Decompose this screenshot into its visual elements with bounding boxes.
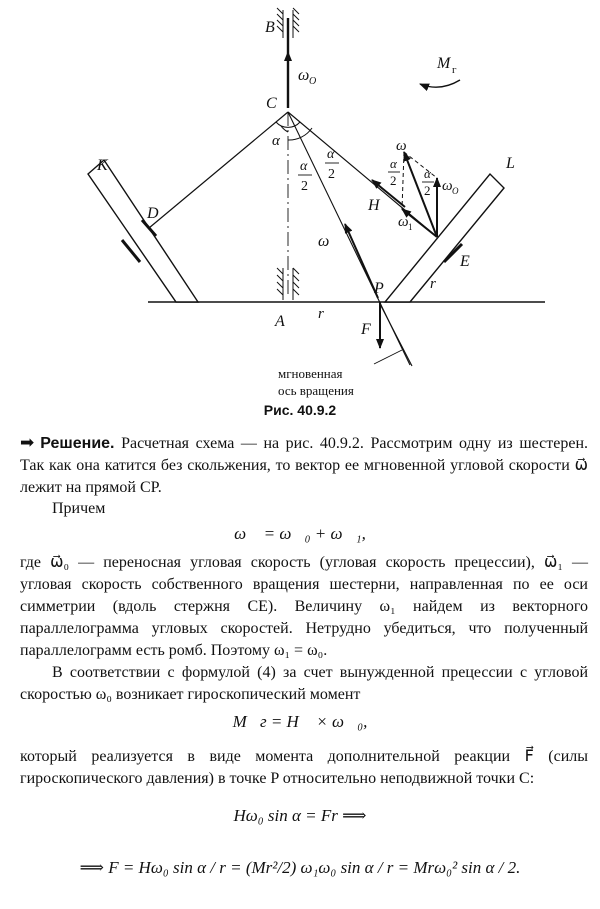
- label-omega1-para-sub: 1: [408, 222, 413, 232]
- label-two-3: 2: [390, 173, 397, 188]
- label-D: D: [147, 205, 159, 222]
- label-F: F: [361, 321, 371, 338]
- solution-paragraph-2: Причем: [52, 500, 106, 517]
- solution-paragraph-5: который реализуется в виде момента дополнительной реакции F⃗ (силы гироскопического давления) в точке P относительно неподвижной точки C:: [20, 748, 588, 787]
- label-K: K: [97, 157, 108, 174]
- equation-4: ⟹ F = Hω₀ sin α / r = (Mr²/2) ω₁ω₀ sin α / r = Mrω₀² sin α / 2.: [79, 858, 521, 877]
- label-C: C: [266, 95, 277, 112]
- label-r1: r: [318, 306, 324, 322]
- label-omega0-top: ω: [298, 67, 310, 84]
- label-two-4: 2: [424, 183, 431, 198]
- axis-note-2: ось вращения: [278, 383, 354, 398]
- equation-3: Hω₀ sin α = Fr ⟹: [233, 806, 367, 825]
- pointer-icon: ➡: [20, 433, 35, 453]
- left-gear: [88, 160, 198, 302]
- equation-1: ω⃗ = ω⃗₀ + ω⃗₁,: [234, 524, 366, 543]
- dash-1: [402, 152, 404, 209]
- label-E: E: [460, 253, 470, 270]
- label-alpha-half-3: α: [390, 156, 397, 171]
- solution-paragraph-1: [20, 432, 588, 499]
- axis-pointer: [374, 350, 402, 364]
- label-M: M: [437, 55, 451, 72]
- label-omega-para: ω: [396, 138, 407, 154]
- label-r2: r: [430, 276, 436, 292]
- label-M-sub: г: [452, 64, 457, 76]
- label-H: H: [368, 197, 380, 214]
- label-P: P: [374, 280, 384, 297]
- Mg-arrow: [420, 80, 460, 87]
- label-omega0-para-sub: O: [452, 186, 459, 196]
- label-omega-cp: ω: [318, 233, 330, 250]
- solution-head: Решение.: [40, 435, 115, 452]
- label-alpha-half-1: α: [300, 159, 308, 174]
- label-B: B: [265, 19, 275, 36]
- instant-axis: [380, 304, 412, 366]
- axis-note-1: мгновенная: [278, 366, 343, 381]
- label-two-1: 2: [301, 179, 308, 194]
- label-alpha-half-2: α: [327, 147, 335, 162]
- solution-paragraph-3: где ω⃗₀ — переносная угловая скорость (угловая скорость прецессии), ω⃗₁ — угловая скорость собственного вращения шестерни, направленная по ее оси симметрии (вдоль стержня CE). Величину ω₁ найдем из векторного параллелограмма угловых скоростей. Нетрудно убедиться, что полученный параллелограмм есть ромб. Поэтому ω₁ = ω₀.: [20, 554, 588, 659]
- label-alpha-half-4: α: [424, 166, 431, 181]
- solution-paragraph-4: В соответствии с формулой (4) за счет вынужденной прецессии с угловой скоростью ω₀ возникает гироскопический момент: [20, 664, 588, 703]
- label-alpha: α: [272, 133, 280, 149]
- equation-2: M⃗г = H⃗ × ω⃗₀,: [232, 712, 368, 731]
- label-A: A: [275, 313, 285, 330]
- mechanism-figure: [0, 0, 600, 400]
- solution-text-1: Расчетная схема — на рис. 40.9.2. Рассмотрим одну из шестерен. Так как она катится без скольжения, то вектор ее мгновенной угловой скорости ω⃗ лежит на прямой CP.: [20, 435, 589, 496]
- label-omega1-para: ω: [398, 214, 409, 230]
- label-omega0-top-sub: O: [309, 76, 317, 87]
- figure-caption: Рис. 40.9.2: [263, 402, 337, 418]
- rod-CD: [149, 112, 288, 228]
- label-L: L: [506, 155, 515, 172]
- label-omega0-para: ω: [442, 178, 453, 194]
- label-two-2: 2: [328, 167, 335, 182]
